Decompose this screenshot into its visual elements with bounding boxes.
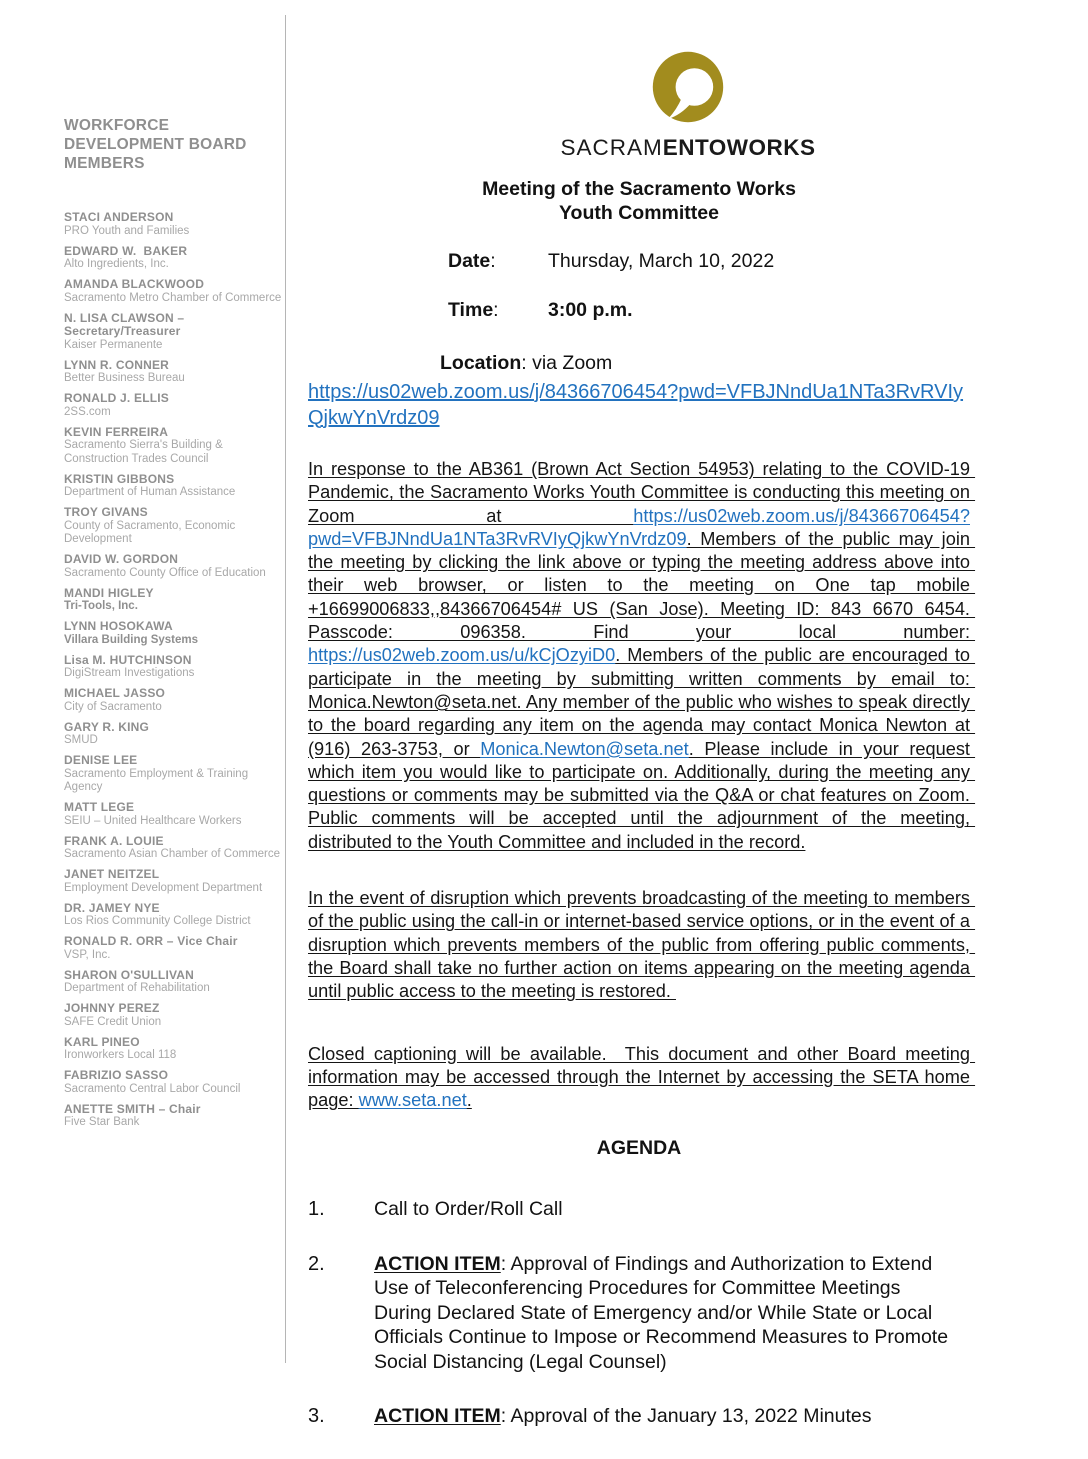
board-member-organization: Sacramento Metro Chamber of Commerce bbox=[64, 291, 282, 304]
board-member bbox=[64, 1036, 282, 1063]
agenda-item bbox=[308, 1197, 970, 1222]
board-member-name: AMANDA BLACKWOOD bbox=[64, 277, 205, 291]
board-member-name: TROY GIVANS bbox=[64, 505, 148, 519]
board-member-name: GARY R. KING bbox=[64, 719, 150, 734]
board-member bbox=[64, 868, 282, 895]
board-member-name: RONALD J. ELLIS bbox=[64, 391, 170, 405]
board-member-name: RONALD R. ORR – Vice Chair bbox=[64, 934, 238, 948]
board-member-name: FRANK A. LOUIE bbox=[64, 833, 164, 848]
time-label: Time bbox=[448, 299, 494, 321]
board-member bbox=[64, 687, 282, 714]
text-run: In response to the AB361 (Brown Act Section 54953) relating to the COVID-19 Pandemic, the Sacramento Works Youth Committee is conducting this meeting on Zoom at bbox=[308, 459, 976, 526]
board-member-organization: SAFE Credit Union bbox=[64, 1015, 162, 1028]
board-member bbox=[64, 553, 282, 580]
board-member-organization: County of Sacramento, Economic Development bbox=[64, 519, 236, 545]
agenda-heading: AGENDA bbox=[596, 1137, 682, 1160]
text-run: Call to Order/Roll Call bbox=[374, 1198, 563, 1221]
board-member-organization: Five Star Bank bbox=[64, 1116, 140, 1128]
board-member-name: JOHNNY PEREZ bbox=[64, 1001, 160, 1015]
board-member-name: JANET NEITZEL bbox=[64, 867, 160, 881]
board-member-organization: Sacramento Employment & Training Agency bbox=[64, 767, 249, 793]
action-item-label: ACTION ITEM bbox=[374, 1252, 501, 1275]
board-member bbox=[64, 392, 282, 419]
board-member bbox=[64, 620, 282, 647]
board-member bbox=[64, 1069, 282, 1096]
board-member bbox=[64, 754, 282, 795]
board-member-organization: Alto Ingredients, Inc. bbox=[64, 258, 169, 270]
text-run: . Members of the public may join the meeting by clicking the link above or typing the meeting address above into their web browser, or listen to the meeting on One tap mobile +16699006833,,84366706454# US (San Jose). Meeting ID: 843 6670 6454. Passcode: 096358. Find your local number: bbox=[308, 528, 976, 643]
time-colon: : bbox=[493, 299, 499, 321]
board-member-name: LYNN R. CONNER bbox=[64, 357, 170, 372]
board-member bbox=[64, 426, 282, 467]
board-member bbox=[64, 654, 282, 681]
meeting-time-row bbox=[448, 298, 970, 322]
board-member-organization: DigiStream Investigations bbox=[64, 667, 195, 679]
agenda-item-number: 1. bbox=[308, 1198, 325, 1221]
board-member-organization: Villara Building Systems bbox=[64, 633, 199, 646]
board-member-organization: Department of Human Assistance bbox=[64, 486, 236, 498]
text-run: : Approval of Findings and Authorization to Extend Use of Teleconferencing Procedures for Committee Meetings During Declared State of Emergency and/or While State or Local Officials Continue to Impose or Recommend Measures to Promote Social Distancing (Legal Counsel) bbox=[374, 1252, 949, 1373]
sacramento-works-logo-icon bbox=[648, 46, 728, 128]
board-member bbox=[64, 935, 282, 962]
board-member-organization: Los Rios Community College District bbox=[64, 915, 251, 927]
board-member-organization: Sacramento Central Labor Council bbox=[64, 1082, 241, 1095]
board-member-organization: SMUD bbox=[64, 734, 98, 746]
hyperlink[interactable]: www.seta.net bbox=[358, 1090, 467, 1111]
board-member bbox=[64, 1002, 282, 1029]
board-member-organization: Kaiser Permanente bbox=[64, 338, 163, 351]
meeting-location-row bbox=[440, 351, 970, 375]
agenda-list bbox=[308, 1197, 970, 1429]
board-members-list bbox=[64, 211, 282, 1130]
board-member-organization: Employment Development Department bbox=[64, 881, 263, 894]
meeting-date-row bbox=[448, 249, 970, 273]
board-member bbox=[64, 473, 282, 500]
board-member-name: N. LISA CLAWSON – Secretary/Treasurer bbox=[64, 310, 188, 338]
paragraph-disruption-notice bbox=[308, 887, 976, 1003]
hyperlink[interactable]: https://us02web.zoom.us/u/kCjOzyiD0 bbox=[308, 645, 616, 666]
board-member-name: DAVID W. GORDON bbox=[64, 552, 179, 566]
meeting-meta bbox=[308, 249, 970, 431]
board-member-name: MICHAEL JASSO bbox=[64, 686, 166, 700]
board-member bbox=[64, 721, 282, 748]
board-member-name: EDWARD W. BAKER bbox=[64, 243, 188, 258]
text-run: . Members of the public are encouraged to participate in the meeting by submitting written comments by email to: Monica.Newton@seta.net. Any member of the public who wishes to speak directly to the board regarding any item on the agenda may contact Monica Newton at (916) 263-3753, or bbox=[308, 645, 976, 759]
board-member-name: FABRIZIO SASSO bbox=[64, 1068, 169, 1082]
board-member-name: SHARON O'SULLIVAN bbox=[64, 967, 195, 982]
agenda-item-number: 2. bbox=[308, 1252, 325, 1275]
board-member-name: ANETTE SMITH – Chair bbox=[64, 1101, 201, 1116]
zoom-meeting-link[interactable]: https://us02web.zoom.us/j/84366706454?pwd=VFBJNndUa1NTa3RvRVIyQjkwYnVrdz09 bbox=[308, 381, 964, 429]
date-colon: : bbox=[490, 250, 496, 272]
board-member bbox=[64, 359, 282, 386]
agenda-item-number: 3. bbox=[308, 1405, 325, 1428]
board-member-name: LYNN HOSOKAWA bbox=[64, 619, 173, 633]
agenda-item-text bbox=[374, 1252, 952, 1375]
sidebar-divider bbox=[285, 15, 286, 1363]
board-member-name: Lisa M. HUTCHINSON bbox=[64, 652, 192, 667]
board-member-name: KARL PINEO bbox=[64, 1034, 140, 1049]
date-label: Date bbox=[448, 250, 491, 272]
board-member-name: KRISTIN GIBBONS bbox=[64, 471, 175, 486]
board-member-organization: City of Sacramento bbox=[64, 700, 162, 713]
board-member bbox=[64, 506, 282, 547]
agenda-item-text bbox=[374, 1404, 872, 1429]
board-members-sidebar bbox=[64, 116, 282, 1136]
board-member bbox=[64, 245, 282, 272]
location-value: : via Zoom bbox=[521, 352, 613, 374]
board-member bbox=[64, 902, 282, 929]
board-member bbox=[64, 278, 282, 305]
board-member-name: KEVIN FERREIRA bbox=[64, 424, 169, 439]
page-title bbox=[308, 177, 970, 225]
agenda-item bbox=[308, 1404, 970, 1429]
page-title-line2: Youth Committee bbox=[559, 202, 719, 224]
paragraph-closed-captioning-notice bbox=[308, 1043, 976, 1113]
time-value: 3:00 p.m. bbox=[548, 299, 633, 321]
text-run: Closed captioning will be available. This document and other Board meeting information may be accessed through the Internet by accessing the SETA home page: bbox=[308, 1043, 976, 1111]
document-body bbox=[308, 0, 976, 1459]
logo-wordmark-light: SACRAM bbox=[560, 135, 663, 160]
date-value: Thursday, March 10, 2022 bbox=[548, 250, 775, 272]
board-member-organization: Better Business Bureau bbox=[64, 372, 185, 384]
text-run: . Please include in your request which item you would like to participate on. Additionally, during the meeting any questions or comments may be submitted via the Q&A or chat features on Zoom. Public comments will be accepted until the adjournment of the meeting, distributed to the Youth Committee and included in the record. bbox=[308, 738, 976, 852]
action-item-label: ACTION ITEM bbox=[374, 1405, 501, 1428]
text-run: . bbox=[466, 1090, 472, 1111]
board-member-organization: SEIU – United Healthcare Workers bbox=[64, 814, 242, 827]
paragraph-remote-meeting-notice bbox=[308, 458, 976, 854]
page-title-line1: Meeting of the Sacramento Works bbox=[482, 178, 796, 200]
board-member bbox=[64, 1103, 282, 1130]
board-member-organization: Sacramento County Office of Education bbox=[64, 566, 266, 579]
hyperlink[interactable]: Monica.Newton@seta.net bbox=[480, 738, 689, 759]
board-member-name: MATT LEGE bbox=[64, 800, 135, 814]
board-member bbox=[64, 835, 282, 862]
agenda-item-text bbox=[374, 1197, 563, 1222]
board-member-organization: PRO Youth and Families bbox=[64, 224, 190, 237]
board-member bbox=[64, 312, 282, 353]
board-member-organization: Sacramento Sierra's Building & Construction Trades Council bbox=[64, 439, 223, 465]
board-member bbox=[64, 211, 282, 238]
text-run: : Approval of the January 13, 2022 Minutes bbox=[500, 1405, 872, 1428]
board-member-name: DENISE LEE bbox=[64, 753, 138, 767]
agenda-item bbox=[308, 1252, 970, 1375]
board-member-organization: Department of Rehabilitation bbox=[64, 982, 210, 994]
logo-wordmark bbox=[357, 135, 1019, 161]
board-member-organization: 2SS.com bbox=[64, 405, 111, 418]
board-member-organization: VSP, Inc. bbox=[64, 948, 111, 961]
text-run: In the event of disruption which prevents broadcasting of the meeting to members of the public using the call-in or internet-based service options, or in the event of a disruption which prevents members of the public from offering public comments, the Board shall take no further action on items appearing on the meeting agenda until public access to the meeting is restored. bbox=[308, 888, 976, 1002]
logo bbox=[357, 46, 1019, 161]
board-member-name: MANDI HIGLEY bbox=[64, 585, 154, 600]
board-member-name: STACI ANDERSON bbox=[64, 210, 174, 224]
board-member bbox=[64, 969, 282, 996]
board-member-organization: Sacramento Asian Chamber of Commerce bbox=[64, 848, 281, 860]
board-member-organization: Ironworkers Local 118 bbox=[64, 1049, 177, 1061]
board-member bbox=[64, 801, 282, 828]
logo-wordmark-bold: ENTOWORKS bbox=[662, 135, 816, 160]
board-member-name: DR. JAMEY NYE bbox=[64, 900, 160, 915]
hyperlink[interactable]: https://us02web.zoom.us/j/84366706454?pwd=VFBJNndUa1NTa3RvRVIyQjkwYnVrdz09 bbox=[308, 505, 970, 549]
location-label: Location bbox=[440, 352, 522, 374]
board-member-organization: Tri-Tools, Inc. bbox=[64, 600, 138, 612]
sidebar-title: WORKFORCE DEVELOPMENT BOARD MEMBERS bbox=[64, 117, 247, 172]
board-member bbox=[64, 587, 282, 614]
